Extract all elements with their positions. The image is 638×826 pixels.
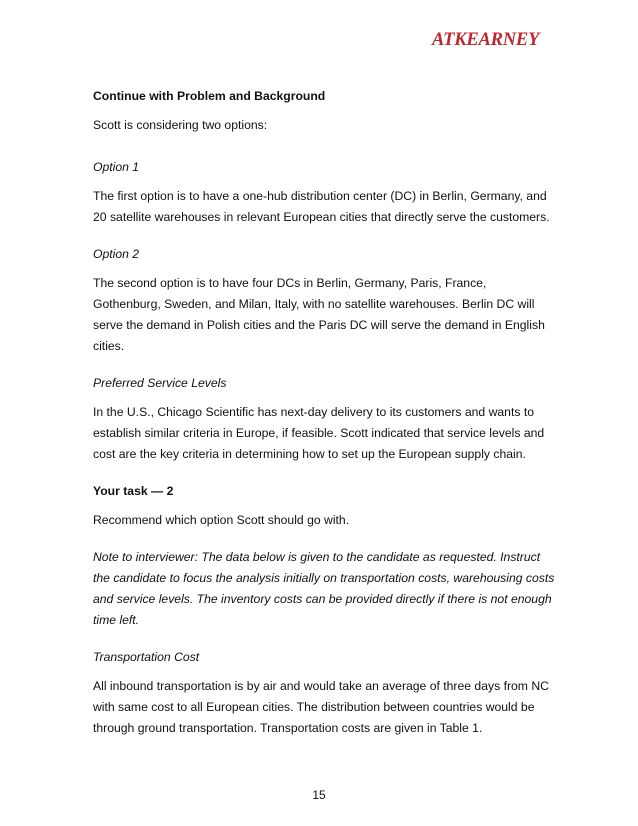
transportation-cost-text: All inbound transportation is by air and would take an average of three days from NC with same cost to all European cities. The distribution between countries would be through ground transportation. Transportation costs are given in Table 1. xyxy=(93,679,549,735)
section-heading: Continue with Problem and Background xyxy=(93,89,326,103)
interviewer-note: Note to interviewer: The data below is given to the candidate as requested. Instruct the candidate to focus the analysis initially on transportation costs, warehousing costs and service levels. The inventory costs can be provided directly if there is not enough time left. xyxy=(93,550,555,627)
option1-title: Option 1 xyxy=(93,160,140,174)
service-levels-title: Preferred Service Levels xyxy=(93,376,227,390)
service-levels-text: In the U.S., Chicago Scientific has next-day delivery to its customers and wants to establish similar criteria in Europe, if feasible. Scott indicated that service levels and cost are the key criteria in determining how to set up the European supply chain. xyxy=(93,405,545,461)
intro-text: Scott is considering two options: xyxy=(93,118,268,132)
task-title: Your task — 2 xyxy=(93,484,174,498)
atkearney-logo: ATKEARNEY xyxy=(432,30,540,50)
page-number: 15 xyxy=(312,788,326,802)
option2-text: The second option is to have four DCs in Berlin, Germany, Paris, France, Gothenburg, Sweden, and Milan, Italy, with no satellite warehouses. Berlin DC will serve the demand in Polish cities and the Paris DC will serve the demand in English cities. xyxy=(93,276,545,353)
option2-title: Option 2 xyxy=(93,247,140,261)
task-text: Recommend which option Scott should go with. xyxy=(93,513,350,527)
transportation-cost-title: Transportation Cost xyxy=(93,650,200,664)
document-body xyxy=(93,86,555,739)
option1-text: The first option is to have a one-hub distribution center (DC) in Berlin, Germany, and 20 satellite warehouses in relevant European cities that directly serve the customers. xyxy=(93,189,550,224)
